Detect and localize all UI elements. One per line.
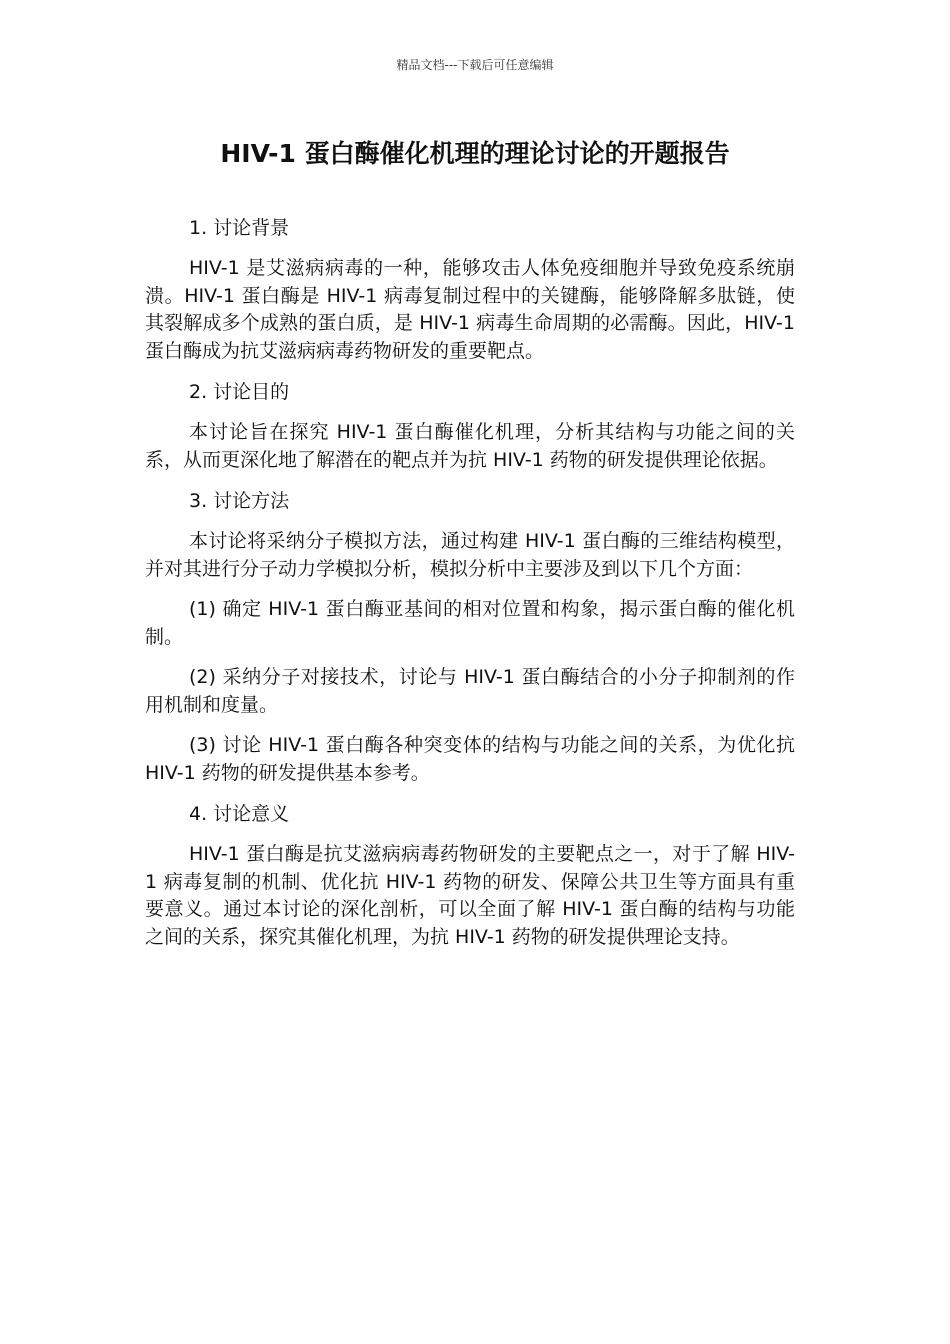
section-heading: 1. 讨论背景 [189, 217, 290, 239]
paragraph: HIV-1 是艾滋病病毒的一种，能够攻击人体免疫细胞并导致免疫系统崩溃。HIV-1 蛋白酶是 HIV-1 病毒复制过程中的关键酶，能够降解多肽链，使其裂解成多个成熟的蛋白质，是 HIV-1 病毒生命周期的必需酶。因此，HIV-1 蛋白酶成为抗艾滋病病毒药物研发的重要靶点。 [145, 257, 795, 362]
section-heading: 2. 讨论目的 [189, 381, 290, 403]
paragraph: 本讨论旨在探究 HIV-1 蛋白酶催化机理，分析其结构与功能之间的关系，从而更深化地了解潜在的靶点并为抗 HIV-1 药物的研发提供理论依据。 [145, 421, 795, 471]
section-method [145, 487, 795, 787]
list-item-paragraph: (1) 确定 HIV-1 蛋白酶亚基间的相对位置和构象，揭示蛋白酶的催化机制。 [145, 598, 795, 648]
section-heading: 4. 讨论意义 [189, 803, 290, 825]
list-item-paragraph: (3) 讨论 HIV-1 蛋白酶各种突变体的结构与功能之间的关系，为优化抗 HIV-1 药物的研发提供基本参考。 [145, 734, 795, 784]
page-header: 精品文档---下载后可任意编辑 [396, 58, 554, 72]
section-significance [145, 800, 795, 951]
section-purpose [145, 378, 795, 474]
document-title: HIV-1 蛋白酶催化机理的理论讨论的开题报告 [220, 139, 730, 168]
paragraph: HIV-1 蛋白酶是抗艾滋病病毒药物研发的主要靶点之一，对于了解 HIV-1 病毒复制的机制、优化抗 HIV-1 药物的研发、保障公共卫生等方面具有重要意义。通过本讨论的深化剖析，可以全面了解 HIV-1 蛋白酶的结构与功能之间的关系，探究其催化机理，为抗 HIV-1 药物的研发提供理论支持。 [145, 843, 795, 948]
section-background [145, 214, 795, 365]
document-body [145, 214, 795, 964]
section-heading: 3. 讨论方法 [189, 490, 290, 512]
paragraph: 本讨论将采纳分子模拟方法，通过构建 HIV-1 蛋白酶的三维结构模型，并对其进行分子动力学模拟分析，模拟分析中主要涉及到以下几个方面： [145, 530, 795, 580]
list-item-paragraph: (2) 采纳分子对接技术，讨论与 HIV-1 蛋白酶结合的小分子抑制剂的作用机制和度量。 [145, 666, 795, 716]
